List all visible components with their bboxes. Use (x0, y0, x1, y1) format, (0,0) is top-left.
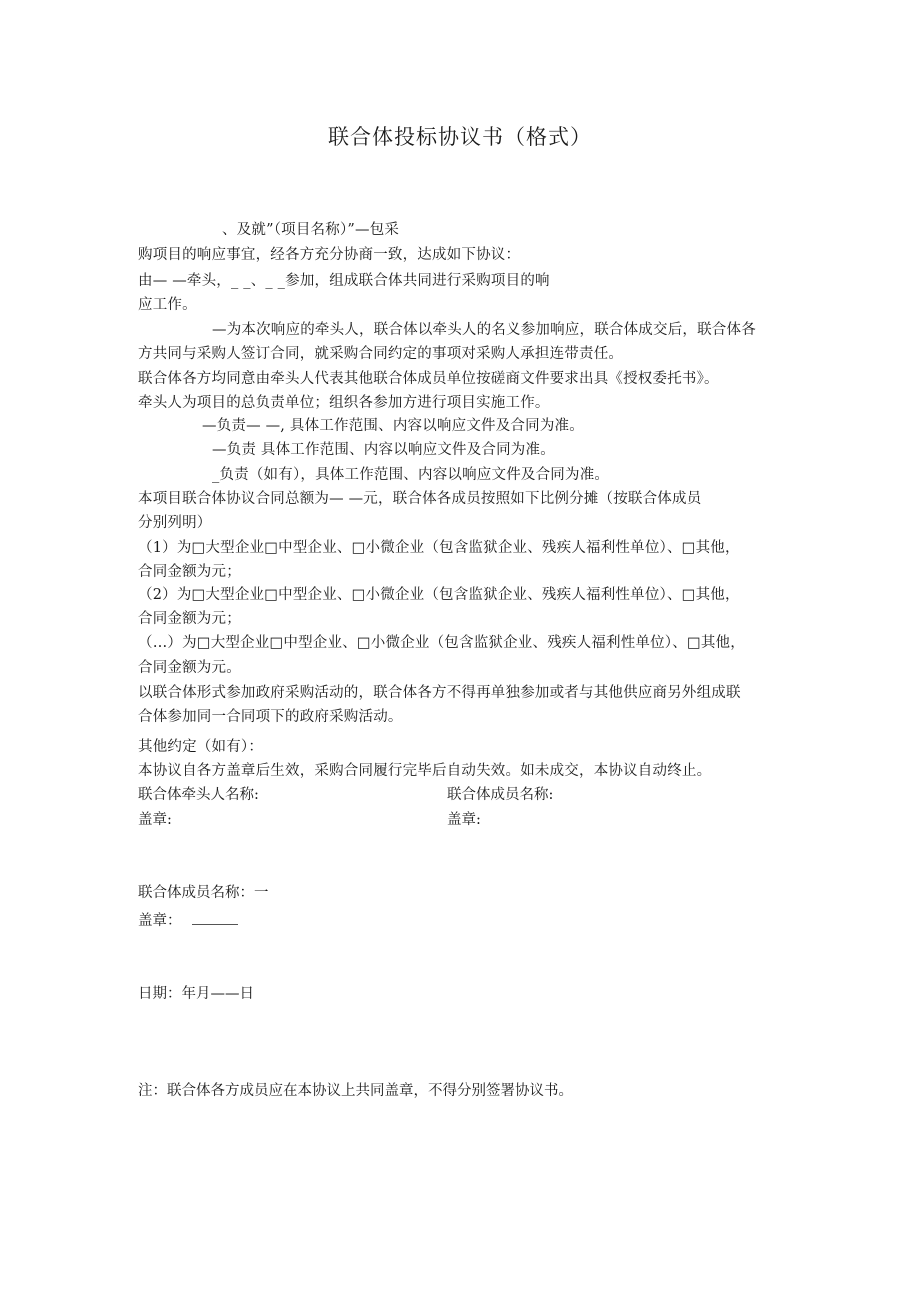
agreement-line-21: 合体参加同一合同项下的政府采购活动。 (138, 709, 403, 725)
member-name-label: 联合体成员名称: (447, 787, 554, 803)
footnote: 注：联合体各方成员应在本协议上共同盖章，不得分别签署协议书。 (138, 1083, 573, 1099)
agreement-line-17: 合同金额为元； (138, 611, 241, 627)
seal2-row (138, 912, 238, 930)
agreement-line-12: 本项目联合体协议合同总额为— —元，联合体各成员按照如下比例分摊（按联合体成员 (138, 491, 702, 507)
agreement-line-11: _负责（如有），具体工作范围、内容以响应文件及合同为准。 (212, 467, 610, 483)
agreement-line-22: 其他约定（如有）： (138, 739, 264, 755)
agreement-line-19: 合同金额为元。 (138, 660, 241, 676)
seal2-label: 盖章： (138, 913, 182, 929)
agreement-line-10: —负责 具体工作范围、内容以响应文件及合同为准。 (212, 442, 555, 458)
agreement-line-2: 购项目的响应事宜，经各方充分协商一致，达成如下协议： (138, 247, 521, 263)
agreement-line-5: —为本次响应的牵头人，联合体以牵头人的名义参加响应，联合体成交后，联合体各 (212, 322, 756, 338)
agreement-line-16: （2）为□大型企业□中型企业、□小微企业（包含监狱企业、残疾人福利性单位）、□其他， (138, 587, 740, 603)
date-line: 日期：年月——日 (138, 986, 254, 1002)
agreement-line-8: 牵头人为项目的总负责单位；组织各参加方进行项目实施工作。 (138, 395, 550, 411)
agreement-line-6: 方共同与采购人签订合同，就采购合同约定的事项对采购人承担连带责任。 (138, 346, 624, 362)
agreement-line-23: 本协议自各方盖章后生效，采购合同履行完毕后自动失效。如未成交，本协议自动终止。 (138, 763, 712, 779)
agreement-line-13: 分别列明） (138, 515, 212, 531)
agreement-line-4: 应工作。 (138, 297, 197, 313)
member2-name-label: 联合体成员名称：一 (138, 885, 269, 901)
agreement-line-14: （1）为□大型企业□中型企业、□小微企业（包含监狱企业、残疾人福利性单位）、□其他， (138, 540, 740, 556)
agreement-line-20: 以联合体形式参加政府采购活动的，联合体各方不得再单独参加或者与其他供应商另外组成联 (138, 685, 741, 701)
agreement-line-18: （…）为□大型企业□中型企业、□小微企业（包含监狱企业、残疾人福利性单位）、□其他， (138, 635, 745, 651)
seal-right-label: 盖章: (447, 812, 481, 828)
lead-name-label: 联合体牵头人名称: (138, 787, 259, 803)
agreement-line-7: 联合体各方均同意由牵头人代表其他联合体成员单位按磋商文件要求出具《授权委托书》。 (138, 371, 719, 387)
agreement-line-9: —负责— —, 具体工作范围、内容以响应文件及合同为准。 (202, 418, 584, 434)
agreement-line-3: 由— —牵头，_ _、_ _参加，组成联合体共同进行采购项目的响 (138, 273, 550, 289)
agreement-line-1: 、及就”（项目名称）”—包采 (222, 222, 400, 238)
agreement-line-15: 合同金额为元； (138, 564, 241, 580)
seal2-underline (192, 912, 238, 925)
seal-left-label: 盖章: (138, 812, 172, 828)
document-title: 联合体投标协议书（格式） (328, 125, 592, 149)
